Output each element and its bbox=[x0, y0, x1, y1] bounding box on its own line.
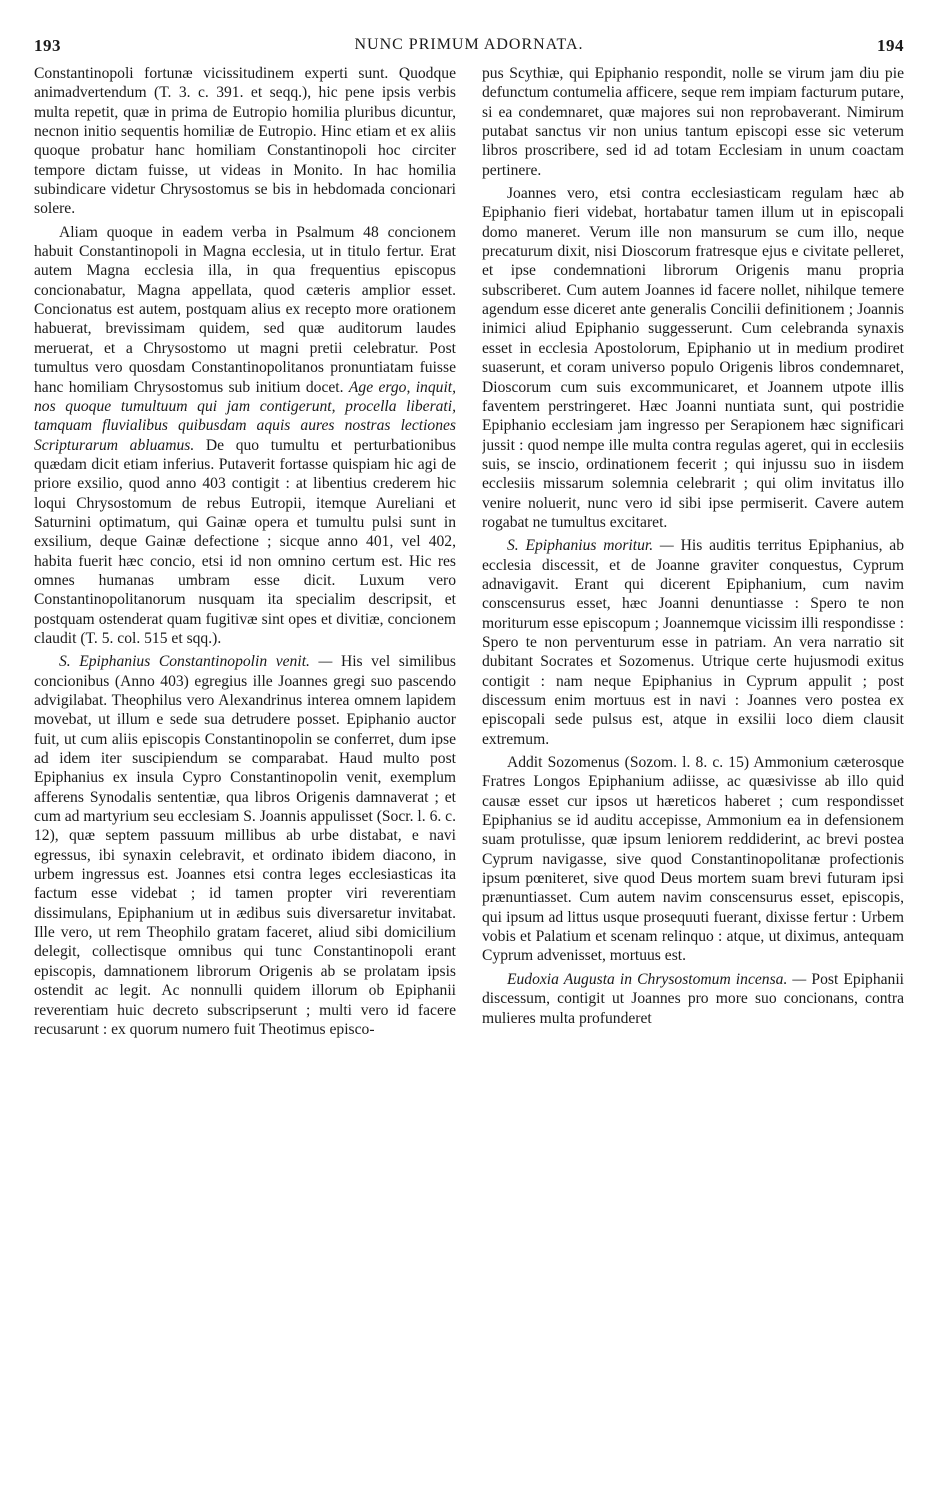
left-paragraph-2-quote: Age ergo, inquit, nos quoque tumultuum qui jam contigerunt, procella liberati, tamquam fluvialibus quibusdam aquis aures nostras lectiones Scripturarum abluamus. bbox=[34, 378, 456, 454]
left-paragraph-3 bbox=[34, 652, 456, 1039]
page-number-right: 194 bbox=[877, 36, 904, 55]
right-paragraph-1: pus Scythiæ, qui Epiphanio respondit, nolle se virum jam diu pie defunctum contumelia afficere, seque rem impiam facturum putare, si ea condemnaret, quæ majores sui non reprobaverant. Nimirum putabat sanctus vir non unius tantum episcopi esse sic veterum libros proscribere, sed id ad totam Ecclesiam in unum coactam pertinere. bbox=[482, 65, 904, 179]
section-heading-epiphanius-moritur: S. Epiphanius moritur. — bbox=[506, 537, 674, 555]
running-header bbox=[34, 36, 904, 60]
page-number-left: 193 bbox=[34, 36, 61, 55]
left-paragraph-2-text-b: De quo tumultu et perturbationibus quædam dicit etiam inferius. Putaverit fortasse quispiam hic agi de priore exsilio, quod anno 403 contigit : at libentius crederem hic loqui Chrysostomum de rebus Eutropii, itemque Aureliani et Saturnini optimatum, qui Gainæ opera et tumultu pulsi sunt in exsilium, deque Gainæ defectione ; sicque anno 401, vel 402, habita fuerit hæc concio, etsi id non omnino certum est. Hic res omnes humanas umbram esse dicit. Luxum vero Constantinopolitanorum nusquam ita specialim descripsit, et postquam ostenderat quam fugitivæ sint opes et divitiæ, concionem claudit (T. 5. col. 515 et sqq.). bbox=[34, 436, 456, 647]
left-paragraph-3-text: His vel similibus concionibus (Anno 403) egregius ille Joannes gregi suo pascendo advigilabat. Theophilus vero Alexandrinus interea omnem lapidem movebat, ut illum e sede sua detrudere posset. Epiphanio auctor fuit, ut cum aliis episcopis Constantinopolin se conferret, dum ipse ad idem iter suscipiendum se comparabat. Haud multo post Epiphanius ex insula Cypro Constantinopolin venit, exemplum afferens Synodalis sententiæ, qua libros Origenis damnaverat ; et cum ad martyrium seu ecclesiam S. Joannis appulisset (Socr. l. 6. c. 12), quæ septem passuum millibus ab urbe distabat, e navi egressus, ibi synaxin celebravit, et ordinato ibidem diacono, in urbem ingressus est. Joannes etsi contra leges ecclesiasticas ita factum esse videbat ; id tamen propter viri reverentiam dissimulans, Epiphanium ut in ædibus suis diversaretur invitabat. Ille vero, ut rem Theophilo gratam faceret, aliud sibi domicilium delegit, collectisque omnibus qui tunc Constantinopoli erant episcopis, damnationem librorum Origenis ab se prolatam ipsis ostendit ac legit. Ac nonnulli quidem illorum ob Epiphanii reverentiam huic decreto subscripserunt ; multi vero id facere recusarunt : ex quorum numero fuit Theotimus episco- bbox=[34, 653, 456, 1038]
running-title: NUNC PRIMUM ADORNATA. bbox=[354, 36, 584, 53]
right-paragraph-3 bbox=[482, 536, 904, 749]
right-paragraph-3-text: His auditis territus Epiphanius, ab ecclesia discessit, et de Joanne graviter conquestus, Cyprum adnavigavit. Erant qui dicerent Epiphanium, cum navim conscensurus esset, hæc Joanni denuntiasse : Spero te non moriturum esse episcopum ; Joannemque vicissim illi respondisse : Spero te non perventurum esse in patriam. An vera narratio sit dubitant Socrates et Sozomenus. Utrique certe hujusmodi exitus contigit : nam neque Epiphanius in Cyprum appulit ; post discessum enim mortuus est in navi : Joannes vero postea ex episcopali sede pulsus est, atque in exsilii loco diem clausit extremum. bbox=[482, 537, 904, 748]
section-heading-eudoxia: Eudoxia Augusta in Chrysostomum incensa. — bbox=[506, 970, 807, 988]
right-paragraph-2: Joannes vero, etsi contra ecclesiasticam regulam hæc ab Epiphanio fieri videbat, hortabatur tamen illum ut in episcopali domo maneret. Verum ille non mansurum se cum illo, neque precaturum dixit, nisi Dioscorum fratresque ejus e civitate pelleret, et ipse condemnationi librorum Origenis manu propria subscriberet. Cum autem Joannes id facere nollet, nihilque temere agendum esse diceret ante generalis Concilii definitionem ; Joannis inimici aliud Epiphanio suggesserunt. Cum celebranda synaxis esset in ecclesia Apostolorum, Epiphanio ut in medium prodiret suaserunt, et coram universo populo Origenis libros condemnaret, Dioscorum cum suis excommunicaret, et Joannem utpote illis faventem perstringeret. Hæc Joanni nuntiata sunt, qui postridie Epiphanio ecclesiam jam ingresso per Serapionem hæc significari jussit : quod nempe ille multa contra regulas ageret, qui in ecclesiis suis, se inscio, ordinationem fecerit ; qui injussu suo in iisdem ecclesiis missarum solemnia celebrarit ; qui olim invitatus illo venire noluerit, nunc vero id sibi ipse permiserit. Cavere autem rogabat ne tumultus excitaret. bbox=[482, 185, 904, 531]
left-paragraph-1: Constantinopoli fortunæ vicissitudinem experti sunt. Quodque animadvertendum (T. 3. c. 391. et seqq.), hic pene ipsis verbis multa repetit, quæ in prima de Eutropio homilia pluribus dicuntur, necnon initio sequentis homiliæ de Eutropio. Hinc etiam et ex aliis quoque probatur hanc homiliam Constantinopoli hoc circiter tempore dictam fuisse, ut videas in Monito. In hac homilia subindicare videtur Chrysostomus se bis in hebdomada concionari solere. bbox=[34, 65, 456, 218]
right-paragraph-4: Addit Sozomenus (Sozom. l. 8. c. 15) Ammonium cæterosque Fratres Longos Epiphanium adiisse, ac quæsivisse ab illo quid causæ esset cur ipsos ut hæreticos haberet ; cum respondisset Epiphanius se id auditu accepisse, Ammonium ea in defensionem suam protulisse, quæ ipsum leniorem reddiderint, ac brevi postea Cyprum navigasse, sive quod Constantinopolitanæ profectionis ipsum pœniteret, sive quod Deus mortem suam brevi futuram ipsi prænuntiasset. Cum autem navim conscensurus esset, episcopis, qui ipsum ad littus usque prosequuti fuerant, dixisse fertur : Urbem vobis et Palatium et scenam relinquo : atque, ut diximus, antequam Cyprum advenisset, mortuus est. bbox=[482, 754, 904, 965]
right-paragraph-5-text: Post Epiphanii discessum, contigit ut Joannes pro more suo concionans, contra mulieres multa profunderet bbox=[482, 970, 904, 1027]
left-paragraph-2 bbox=[34, 223, 456, 649]
right-paragraph-5 bbox=[482, 970, 904, 1028]
right-column bbox=[482, 64, 904, 1496]
left-paragraph-2-text-a: Aliam quoque in eadem verba in Psalmum 48 concionem habuit Constantinopoli in Magna ecclesia, ut in titulo fertur. Erat autem Magna ecclesia illa, in qua frequentius episcopus concionabatur, Magna appellata, quod cæteris amplior esset. Concionatus est autem, postquam alius ex recepto more orationem habuerat, brevissimam quidem, sed quæ auditorum laudes meruerat, et a Chrysostomo ut magni pretii celebratur. Post tumultus vero quosdam Constantinopolitanos pronuntiatam fuisse hanc homiliam Chrysostomus sub initium docet. bbox=[34, 223, 456, 396]
left-column bbox=[34, 64, 456, 1496]
section-heading-epiphanius-venit: S. Epiphanius Constantinopolin venit. — bbox=[58, 653, 333, 671]
